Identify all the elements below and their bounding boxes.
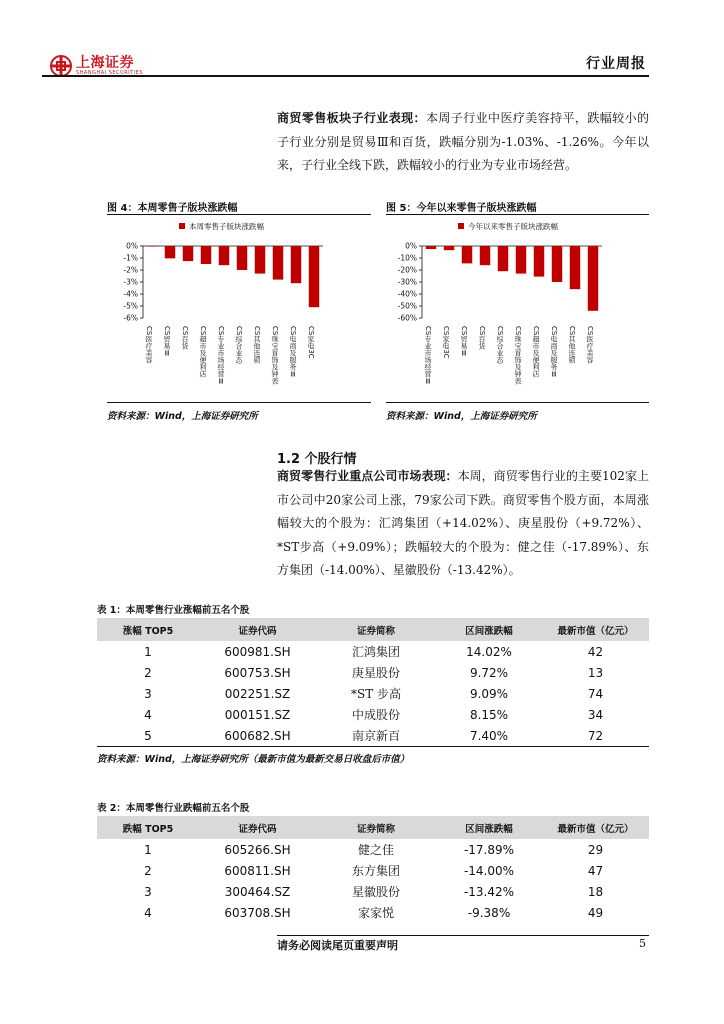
bar — [237, 246, 247, 270]
change-cell: 8.15% — [469, 707, 509, 722]
column-header: 区间涨跌幅 — [436, 618, 542, 641]
y-tick-label: -40% — [397, 289, 417, 299]
code-cell: 600682.SH — [199, 725, 316, 747]
bar — [498, 246, 508, 271]
figure-4-title: 图 4：本周零售子版块涨跌幅 — [107, 203, 238, 214]
name-cell: 庚星股份 — [351, 666, 400, 680]
bar — [219, 246, 229, 265]
figure-5-source: 资料来源：Wind，上海证券研究所 — [386, 411, 537, 422]
column-header: 证券简称 — [316, 618, 436, 641]
legend-swatch — [179, 223, 185, 229]
ytd-subsector-bar-chart — [386, 216, 649, 400]
column-header: 涨幅 TOP5 — [97, 618, 199, 641]
market-cap-cell: 18 — [587, 884, 604, 899]
code-cell: 600753.SH — [224, 665, 291, 680]
rank-cell: 4 — [144, 707, 152, 722]
name-cell: 健之佳 — [357, 843, 394, 857]
category-label: CS超市及便利店 — [532, 326, 540, 378]
category-label: CS医疗美容 — [145, 326, 153, 364]
code-cell: 603708.SH — [224, 905, 291, 920]
name-cell: 南京新百 — [316, 725, 436, 747]
legend-label: 今年以来零售子版块涨跌幅 — [468, 222, 558, 231]
company-logo — [50, 55, 143, 77]
rank-cell: 2 — [144, 863, 152, 878]
change-cell: 14.02% — [466, 644, 512, 659]
rank-cell: 3 — [144, 884, 152, 899]
y-tick-label: -20% — [397, 265, 417, 275]
figure-5-top-rule — [386, 214, 649, 215]
market-cap-cell: 13 — [587, 665, 604, 680]
code-cell: 600981.SH — [224, 644, 291, 659]
bar — [534, 246, 544, 277]
logo-text-en: SHANGHAI SECURITIES — [76, 69, 144, 76]
change-cell: 9.09% — [469, 686, 509, 701]
bar — [147, 246, 157, 247]
table-row — [97, 881, 649, 902]
code-cell: 002251.SZ — [224, 686, 291, 701]
bar — [444, 246, 454, 250]
y-tick-label: -50% — [397, 301, 417, 311]
column-header: 证券代码 — [199, 816, 316, 839]
rank-cell: 1 — [144, 842, 152, 857]
category-label: CS家电3C — [442, 326, 450, 359]
category-label: CS贸易Ⅲ — [460, 326, 468, 358]
change-cell: -17.89% — [463, 842, 515, 857]
code-cell: 000151.SZ — [224, 707, 291, 722]
name-cell: 家家悦 — [357, 906, 394, 920]
y-tick-label: -60% — [397, 313, 417, 323]
bar — [588, 246, 598, 311]
figure-5-bottom-rule — [386, 402, 649, 403]
figure-4-source: 资料来源：Wind，上海证券研究所 — [107, 411, 258, 422]
table-1-source: 资料来源：Wind，上海证券研究所（最新市值为最新交易日收盘后市值） — [97, 754, 410, 765]
category-label: CS珠宝首饰及钟表 — [514, 326, 522, 385]
paragraph-body: 本周，商贸零售行业的主要102家上市公司中20家公司上涨，79家公司下跌。商贸零售个股方面，本周涨幅较大的个股为：汇鸿集团（+14.02%）、庚星股份（+9.72%）、*ST步高（+9.09%）；跌幅较大的个股为：健之佳（-17.89%）、东方集团（-14.00%）、星徽股份（-13.42%）。 — [277, 469, 649, 577]
column-header: 区间涨跌幅 — [436, 816, 542, 839]
y-tick-label: -1% — [123, 253, 138, 263]
bar — [183, 246, 193, 261]
bar — [462, 246, 472, 263]
bar — [255, 246, 265, 274]
top-losers-table — [97, 816, 649, 923]
code-cell: 300464.SZ — [224, 884, 291, 899]
name-cell: *ST 步高 — [350, 687, 402, 701]
y-tick-label: -3% — [123, 277, 138, 287]
category-label: CS综合业态 — [235, 326, 243, 364]
bar — [165, 246, 175, 258]
bar — [552, 246, 562, 282]
change-cell: -13.42% — [463, 884, 515, 899]
code-cell: 605266.SH — [224, 842, 291, 857]
y-tick-label: 0% — [126, 241, 138, 251]
y-tick-label: -10% — [397, 253, 417, 263]
category-label: CS其他连锁 — [568, 326, 576, 364]
stock-performance-paragraph — [277, 465, 649, 583]
table-row — [97, 641, 649, 662]
category-label: CS珠宝首饰及钟表 — [271, 326, 279, 385]
category-label: CS其他连锁 — [253, 326, 261, 364]
category-label: CS综合业态 — [496, 326, 504, 364]
name-cell: 汇鸿集团 — [351, 645, 400, 659]
bar — [426, 246, 436, 249]
rank-cell: 2 — [144, 665, 152, 680]
table-row — [97, 725, 649, 747]
bar — [201, 246, 211, 264]
market-cap-cell: 34 — [587, 707, 604, 722]
category-label: CS电商及服务Ⅲ — [289, 326, 297, 379]
table-2-title: 表 2：本周零售行业跌幅前五名个股 — [97, 803, 250, 814]
column-header: 证券简称 — [316, 816, 436, 839]
category-label: CS家电3C — [307, 326, 315, 359]
top-gainers-table — [97, 618, 649, 747]
logo-mark-icon — [50, 55, 72, 77]
table-1-title: 表 1：本周零售行业涨幅前五名个股 — [97, 605, 250, 616]
column-header: 证券代码 — [199, 618, 316, 641]
y-tick-label: -4% — [123, 289, 138, 299]
market-cap-cell: 47 — [587, 863, 604, 878]
name-cell: 中成股份 — [351, 708, 400, 722]
column-header: 跌幅 TOP5 — [97, 816, 199, 839]
report-type-label: 行业周报 — [586, 56, 646, 72]
category-label: CS电商及服务Ⅲ — [550, 326, 558, 379]
table-row — [97, 902, 649, 923]
category-label: CS百货 — [181, 326, 189, 350]
table-header-row — [97, 816, 649, 839]
market-cap-cell: 49 — [587, 905, 604, 920]
y-tick-label: -6% — [123, 313, 138, 323]
market-cap-cell: 72 — [542, 725, 649, 747]
figure-4-top-rule — [107, 214, 371, 215]
name-cell: 东方集团 — [351, 864, 400, 878]
change-cell: 7.40% — [436, 725, 542, 747]
table-header-row — [97, 618, 649, 641]
section-title: 1.2 个股行情 — [277, 452, 357, 467]
change-cell: -14.00% — [463, 863, 515, 878]
footer-divider — [277, 935, 649, 936]
change-cell: 9.72% — [469, 665, 509, 680]
y-tick-label: -2% — [123, 265, 138, 275]
bar — [516, 246, 526, 274]
category-label: CS医疗美容 — [586, 326, 594, 364]
code-cell: 600811.SH — [224, 863, 291, 878]
table-row — [97, 839, 649, 860]
category-label: CS贸易Ⅲ — [163, 326, 171, 358]
paragraph-lead: 商贸零售板块子行业表现： — [277, 111, 426, 125]
name-cell: 星徽股份 — [351, 885, 400, 899]
column-header: 最新市值（亿元） — [542, 816, 649, 839]
column-header: 最新市值（亿元） — [542, 618, 649, 641]
figure-4-bottom-rule — [107, 402, 371, 403]
change-cell: -9.38% — [467, 905, 511, 920]
page-number: 5 — [639, 937, 646, 950]
bar — [480, 246, 490, 265]
legend-swatch — [458, 223, 464, 229]
legend-label: 本周零售子版块涨跌幅 — [189, 222, 264, 231]
rank-cell: 5 — [97, 725, 199, 747]
category-label: CS百货 — [478, 326, 486, 350]
y-tick-label: -30% — [397, 277, 417, 287]
bar — [309, 246, 319, 307]
paragraph-body: 本周子行业中医疗美容持平，跌幅较小的子行业分别是贸易Ⅲ和百货，跌幅分别为-1.03%、-1.26%。今年以来，子行业全线下跌，跌幅较小的行业为专业市场经营。 — [277, 111, 649, 172]
bar — [291, 246, 301, 283]
paragraph-lead: 商贸零售行业重点公司市场表现： — [277, 469, 458, 483]
market-cap-cell: 42 — [587, 644, 604, 659]
y-tick-label: -5% — [123, 301, 138, 311]
category-label: CS专业市场经营Ⅲ — [424, 326, 432, 386]
weekly-subsector-bar-chart — [107, 216, 371, 400]
category-label: CS超市及便利店 — [199, 326, 207, 378]
rank-cell: 4 — [144, 905, 152, 920]
figure-5-title: 图 5：今年以来零售子版块涨跌幅 — [386, 203, 537, 214]
table-row — [97, 683, 649, 704]
subindustry-performance-paragraph — [277, 107, 649, 178]
table-row — [97, 704, 649, 725]
market-cap-cell: 74 — [587, 686, 604, 701]
table-row — [97, 860, 649, 881]
disclaimer-note: 请务必阅读尾页重要声明 — [277, 939, 398, 952]
rank-cell: 1 — [144, 644, 152, 659]
table-row — [97, 662, 649, 683]
y-tick-label: 0% — [405, 241, 417, 251]
bar — [570, 246, 580, 289]
bar — [273, 246, 283, 280]
header-divider — [42, 75, 649, 77]
market-cap-cell: 29 — [587, 842, 604, 857]
logo-text-cn: 上海证券 — [76, 54, 134, 71]
rank-cell: 3 — [144, 686, 152, 701]
category-label: CS专业市场经营Ⅲ — [217, 326, 225, 386]
